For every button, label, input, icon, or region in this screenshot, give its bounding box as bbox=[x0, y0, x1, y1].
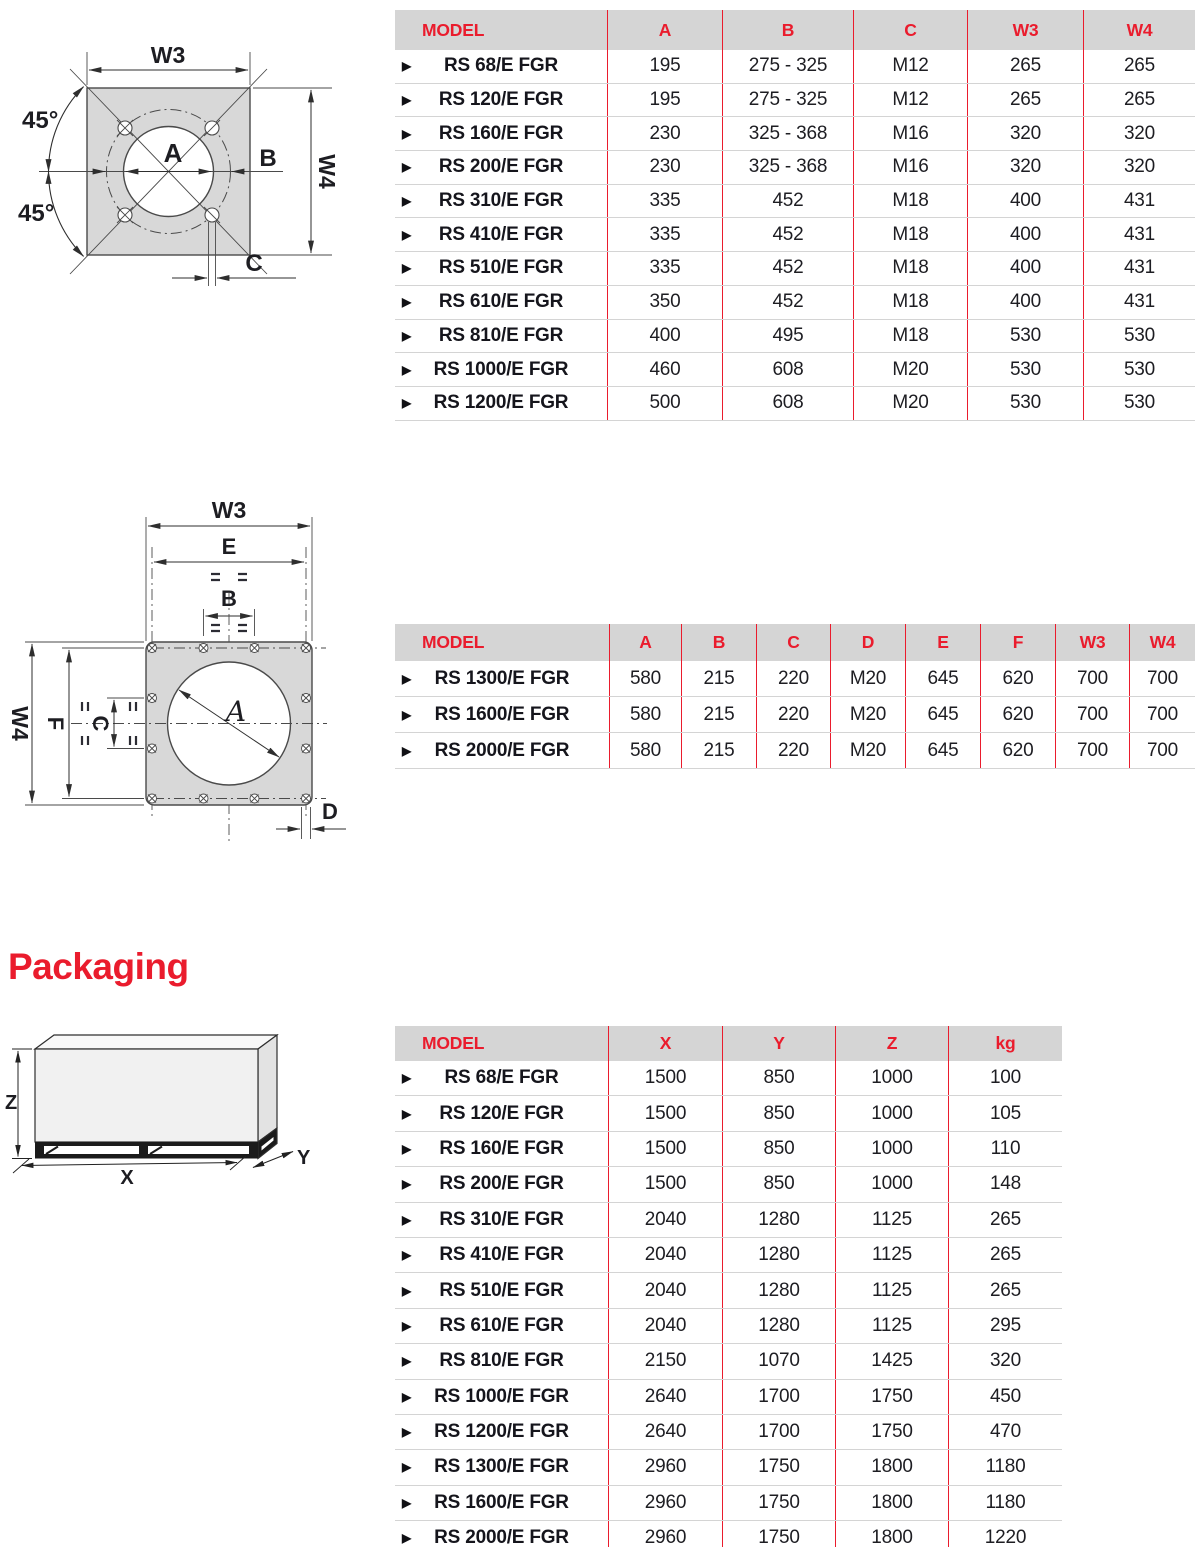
table-row bbox=[395, 320, 1195, 354]
value-cell: 265 bbox=[967, 50, 1083, 83]
pallet-base bbox=[35, 1142, 258, 1159]
column-header: W3 bbox=[1055, 624, 1129, 661]
value-cell: 335 bbox=[607, 218, 722, 251]
value-cell: 608 bbox=[722, 353, 853, 386]
value-cell: 220 bbox=[756, 661, 830, 696]
model-cell bbox=[395, 1096, 608, 1130]
value-cell: 580 bbox=[609, 733, 681, 768]
value-cell: 1125 bbox=[835, 1273, 948, 1307]
value-cell: M16 bbox=[853, 117, 967, 150]
row-marker-icon: ▶ bbox=[402, 1283, 412, 1298]
model-cell bbox=[395, 733, 609, 768]
value-cell: 580 bbox=[609, 697, 681, 732]
value-cell: 148 bbox=[948, 1167, 1062, 1201]
value-cell: 850 bbox=[722, 1061, 835, 1095]
value-cell: 850 bbox=[722, 1096, 835, 1130]
dim-label-a: A bbox=[225, 695, 247, 728]
row-marker-icon: ▶ bbox=[402, 328, 412, 343]
value-cell: 230 bbox=[607, 151, 722, 184]
value-cell: 1750 bbox=[722, 1486, 835, 1520]
value-cell: 700 bbox=[1129, 661, 1195, 696]
dim-label-z: Z bbox=[5, 1092, 18, 1114]
value-cell: 700 bbox=[1129, 733, 1195, 768]
value-cell: 320 bbox=[1083, 117, 1195, 150]
value-cell: M20 bbox=[830, 697, 905, 732]
model-name: RS 160/E FGR bbox=[439, 1137, 564, 1159]
model-cell bbox=[395, 353, 607, 386]
model-cell bbox=[395, 185, 607, 218]
row-marker-icon: ▶ bbox=[402, 194, 412, 209]
value-cell: 1000 bbox=[835, 1132, 948, 1166]
row-marker-icon: ▶ bbox=[402, 126, 412, 141]
column-header: F bbox=[980, 624, 1055, 661]
value-cell: 530 bbox=[1083, 387, 1195, 420]
dim-label-w3: W3 bbox=[211, 497, 247, 523]
value-cell: 1750 bbox=[722, 1521, 835, 1547]
column-header: kg bbox=[948, 1026, 1062, 1061]
row-marker-icon: ▶ bbox=[402, 1460, 412, 1475]
value-cell: 452 bbox=[722, 185, 853, 218]
value-cell: 2040 bbox=[608, 1238, 722, 1272]
row-marker-icon: ▶ bbox=[402, 1071, 412, 1086]
value-cell: 2960 bbox=[608, 1521, 722, 1547]
model-cell bbox=[395, 1167, 608, 1201]
angle-label-bottom: 45° bbox=[18, 200, 55, 227]
value-cell: 1220 bbox=[948, 1521, 1062, 1547]
value-cell: 2150 bbox=[608, 1344, 722, 1378]
model-cell bbox=[395, 151, 607, 184]
column-header: Z bbox=[835, 1026, 948, 1061]
row-marker-icon: ▶ bbox=[402, 295, 412, 310]
model-cell bbox=[395, 1273, 608, 1307]
value-cell: 2960 bbox=[608, 1486, 722, 1520]
table-header-row bbox=[395, 10, 1195, 50]
table-row bbox=[395, 733, 1195, 769]
value-cell: 265 bbox=[948, 1273, 1062, 1307]
dim-label-b: B bbox=[221, 586, 237, 611]
model-name: RS 310/E FGR bbox=[439, 1208, 564, 1230]
model-cell bbox=[395, 1415, 608, 1449]
value-cell: 325 - 368 bbox=[722, 117, 853, 150]
table-row bbox=[395, 661, 1195, 697]
model-cell bbox=[395, 1486, 608, 1520]
row-marker-icon: ▶ bbox=[402, 1141, 412, 1156]
value-cell: 1750 bbox=[722, 1450, 835, 1484]
model-name: RS 2000/E FGR bbox=[434, 739, 570, 761]
column-header: A bbox=[609, 624, 681, 661]
value-cell: 530 bbox=[967, 387, 1083, 420]
value-cell: 1280 bbox=[722, 1273, 835, 1307]
value-cell: M18 bbox=[853, 252, 967, 285]
value-cell: 431 bbox=[1083, 286, 1195, 319]
model-name: RS 200/E FGR bbox=[438, 156, 564, 178]
model-cell bbox=[395, 1344, 608, 1378]
dim-label-d: D bbox=[322, 799, 338, 824]
value-cell: 350 bbox=[607, 286, 722, 319]
value-cell: 335 bbox=[607, 185, 722, 218]
row-marker-icon: ▶ bbox=[402, 1425, 412, 1440]
table-row bbox=[395, 117, 1195, 151]
model-cell bbox=[395, 1203, 608, 1237]
value-cell: 620 bbox=[980, 733, 1055, 768]
value-cell: 620 bbox=[980, 697, 1055, 732]
value-cell: M18 bbox=[853, 185, 967, 218]
value-cell: 470 bbox=[948, 1415, 1062, 1449]
value-cell: 2640 bbox=[608, 1415, 722, 1449]
table-row bbox=[395, 1415, 1062, 1450]
table-row bbox=[395, 84, 1195, 118]
flange-drawing-small bbox=[5, 25, 390, 330]
table-row bbox=[395, 151, 1195, 185]
value-cell: 320 bbox=[1083, 151, 1195, 184]
value-cell: 500 bbox=[607, 387, 722, 420]
model-name: RS 120/E FGR bbox=[439, 1102, 564, 1124]
model-cell bbox=[395, 286, 607, 319]
value-cell: M12 bbox=[853, 50, 967, 83]
value-cell: 700 bbox=[1055, 733, 1129, 768]
row-marker-icon: ▶ bbox=[402, 671, 412, 686]
row-marker-icon: ▶ bbox=[402, 1106, 412, 1121]
value-cell: 530 bbox=[1083, 353, 1195, 386]
column-header: MODEL bbox=[422, 19, 485, 40]
value-cell: 400 bbox=[967, 252, 1083, 285]
packaging-box-diagram bbox=[5, 1025, 345, 1195]
model-name: RS 810/E FGR bbox=[438, 324, 564, 346]
value-cell: 1750 bbox=[835, 1380, 948, 1414]
value-cell: 1500 bbox=[608, 1167, 722, 1201]
value-cell: 450 bbox=[948, 1380, 1062, 1414]
value-cell: 265 bbox=[948, 1238, 1062, 1272]
dim-label-c: C bbox=[245, 250, 263, 277]
value-cell: 400 bbox=[967, 185, 1083, 218]
model-name: RS 310/E FGR bbox=[438, 190, 564, 212]
model-cell bbox=[395, 117, 607, 150]
value-cell: 1000 bbox=[835, 1167, 948, 1201]
model-name: RS 1200/E FGR bbox=[434, 1421, 569, 1443]
value-cell: 645 bbox=[905, 697, 980, 732]
row-marker-icon: ▶ bbox=[402, 93, 412, 108]
column-header: MODEL bbox=[422, 632, 485, 652]
table-row bbox=[395, 1344, 1062, 1379]
column-header: X bbox=[608, 1026, 722, 1061]
model-name: RS 1000/E FGR bbox=[434, 1385, 569, 1407]
flange-12bolt-diagram bbox=[5, 495, 395, 860]
value-cell: 2040 bbox=[608, 1273, 722, 1307]
value-cell: 110 bbox=[948, 1132, 1062, 1166]
value-cell: 2040 bbox=[608, 1203, 722, 1237]
row-marker-icon: ▶ bbox=[402, 707, 412, 722]
model-name: RS 610/E FGR bbox=[438, 291, 564, 313]
column-header: B bbox=[722, 10, 853, 50]
dim-label-e: E bbox=[221, 534, 237, 559]
table-header-row bbox=[395, 1026, 1062, 1061]
column-header: W4 bbox=[1129, 624, 1195, 661]
value-cell: 530 bbox=[1083, 320, 1195, 353]
value-cell: 2640 bbox=[608, 1380, 722, 1414]
model-cell bbox=[395, 1132, 608, 1166]
model-name: RS 1300/E FGR bbox=[434, 1456, 569, 1478]
value-cell: 265 bbox=[1083, 84, 1195, 117]
model-cell bbox=[395, 661, 609, 696]
table-row bbox=[395, 185, 1195, 219]
flange-dimensions-table-small bbox=[395, 10, 1195, 421]
value-cell: 195 bbox=[607, 50, 722, 83]
value-cell: 1125 bbox=[835, 1203, 948, 1237]
table-row bbox=[395, 1238, 1062, 1273]
value-cell: 325 - 368 bbox=[722, 151, 853, 184]
dim-label-f: F bbox=[43, 716, 69, 731]
value-cell: 2040 bbox=[608, 1309, 722, 1343]
dim-label-b: B bbox=[259, 145, 277, 172]
value-cell: 1280 bbox=[722, 1309, 835, 1343]
table-row bbox=[395, 1273, 1062, 1308]
value-cell: 100 bbox=[948, 1061, 1062, 1095]
column-header: D bbox=[830, 624, 905, 661]
model-name: RS 410/E FGR bbox=[438, 223, 564, 245]
model-name: RS 810/E FGR bbox=[439, 1350, 564, 1372]
row-marker-icon: ▶ bbox=[402, 743, 412, 758]
value-cell: 220 bbox=[756, 697, 830, 732]
model-name: RS 68/E FGR bbox=[444, 55, 558, 77]
column-header: A bbox=[607, 10, 722, 50]
value-cell: 215 bbox=[681, 733, 756, 768]
model-name: RS 510/E FGR bbox=[439, 1279, 564, 1301]
value-cell: 530 bbox=[967, 320, 1083, 353]
table-row bbox=[395, 1061, 1062, 1096]
value-cell: 1125 bbox=[835, 1238, 948, 1272]
row-marker-icon: ▶ bbox=[402, 1177, 412, 1192]
table-row bbox=[395, 1521, 1062, 1547]
model-name: RS 410/E FGR bbox=[439, 1244, 564, 1266]
value-cell: 1800 bbox=[835, 1521, 948, 1547]
column-header: MODEL bbox=[422, 1033, 485, 1053]
value-cell: 1425 bbox=[835, 1344, 948, 1378]
column-header: B bbox=[681, 624, 756, 661]
value-cell: 1000 bbox=[835, 1061, 948, 1095]
value-cell: 645 bbox=[905, 661, 980, 696]
dim-label-w4: W4 bbox=[6, 706, 33, 741]
value-cell: 1180 bbox=[948, 1486, 1062, 1520]
flange-drawing-large bbox=[5, 495, 395, 865]
table-row bbox=[395, 1096, 1062, 1131]
dim-label-x: X bbox=[120, 1167, 134, 1189]
value-cell: 320 bbox=[967, 117, 1083, 150]
dim-label-w4: W4 bbox=[313, 154, 340, 189]
value-cell: 320 bbox=[948, 1344, 1062, 1378]
value-cell: 850 bbox=[722, 1132, 835, 1166]
model-cell bbox=[395, 1238, 608, 1272]
value-cell: M20 bbox=[830, 661, 905, 696]
packaging-table bbox=[395, 1026, 1062, 1547]
value-cell: 645 bbox=[905, 733, 980, 768]
table-row bbox=[395, 1132, 1062, 1167]
value-cell: 431 bbox=[1083, 185, 1195, 218]
value-cell: M20 bbox=[830, 733, 905, 768]
row-marker-icon: ▶ bbox=[402, 59, 412, 74]
value-cell: 1000 bbox=[835, 1096, 948, 1130]
dim-label-c: C bbox=[88, 715, 114, 732]
value-cell: M20 bbox=[853, 387, 967, 420]
value-cell: 230 bbox=[607, 117, 722, 150]
table-row bbox=[395, 697, 1195, 733]
value-cell: 265 bbox=[948, 1203, 1062, 1237]
table-row bbox=[395, 387, 1195, 421]
value-cell: M16 bbox=[853, 151, 967, 184]
value-cell: 105 bbox=[948, 1096, 1062, 1130]
column-header: C bbox=[853, 10, 967, 50]
table-row bbox=[395, 1203, 1062, 1238]
value-cell: 452 bbox=[722, 218, 853, 251]
column-header: W3 bbox=[967, 10, 1083, 50]
value-cell: 530 bbox=[967, 353, 1083, 386]
value-cell: 400 bbox=[967, 218, 1083, 251]
column-header: Y bbox=[722, 1026, 835, 1061]
model-cell bbox=[395, 387, 607, 420]
table-header-row bbox=[395, 624, 1195, 661]
value-cell: 215 bbox=[681, 661, 756, 696]
table-row bbox=[395, 1380, 1062, 1415]
model-cell bbox=[395, 1521, 608, 1547]
model-name: RS 1200/E FGR bbox=[433, 392, 569, 414]
model-name: RS 200/E FGR bbox=[439, 1173, 564, 1195]
value-cell: 1280 bbox=[722, 1238, 835, 1272]
value-cell: M18 bbox=[853, 218, 967, 251]
flange-4bolt-diagram bbox=[5, 25, 390, 325]
table-row bbox=[395, 218, 1195, 252]
value-cell: 700 bbox=[1055, 697, 1129, 732]
angle-label-top: 45° bbox=[22, 107, 59, 134]
flange-dimensions-table-large bbox=[395, 624, 1195, 769]
model-cell bbox=[395, 320, 607, 353]
packaging-drawing bbox=[5, 1025, 345, 1200]
value-cell: 1800 bbox=[835, 1450, 948, 1484]
row-marker-icon: ▶ bbox=[402, 1389, 412, 1404]
model-name: RS 68/E FGR bbox=[444, 1067, 559, 1089]
table-row bbox=[395, 252, 1195, 286]
model-name: RS 1600/E FGR bbox=[434, 703, 570, 725]
model-name: RS 610/E FGR bbox=[439, 1314, 564, 1336]
value-cell: 295 bbox=[948, 1309, 1062, 1343]
value-cell: 431 bbox=[1083, 218, 1195, 251]
value-cell: 335 bbox=[607, 252, 722, 285]
model-name: RS 1000/E FGR bbox=[433, 358, 569, 380]
row-marker-icon: ▶ bbox=[402, 1212, 412, 1227]
value-cell: 1700 bbox=[722, 1415, 835, 1449]
value-cell: 620 bbox=[980, 661, 1055, 696]
value-cell: 608 bbox=[722, 387, 853, 420]
value-cell: 275 - 325 bbox=[722, 84, 853, 117]
row-marker-icon: ▶ bbox=[402, 396, 412, 411]
value-cell: 1125 bbox=[835, 1309, 948, 1343]
row-marker-icon: ▶ bbox=[402, 362, 412, 377]
value-cell: 400 bbox=[967, 286, 1083, 319]
value-cell: 431 bbox=[1083, 252, 1195, 285]
value-cell: 1070 bbox=[722, 1344, 835, 1378]
value-cell: 275 - 325 bbox=[722, 50, 853, 83]
value-cell: 2960 bbox=[608, 1450, 722, 1484]
row-marker-icon: ▶ bbox=[402, 1248, 412, 1263]
value-cell: 320 bbox=[967, 151, 1083, 184]
model-cell bbox=[395, 50, 607, 83]
model-name: RS 2000/E FGR bbox=[434, 1527, 569, 1547]
value-cell: 400 bbox=[607, 320, 722, 353]
value-cell: 1500 bbox=[608, 1061, 722, 1095]
value-cell: 1180 bbox=[948, 1450, 1062, 1484]
value-cell: 700 bbox=[1055, 661, 1129, 696]
value-cell: 1800 bbox=[835, 1486, 948, 1520]
row-marker-icon: ▶ bbox=[402, 1531, 412, 1546]
row-marker-icon: ▶ bbox=[402, 1318, 412, 1333]
column-header: W4 bbox=[1083, 10, 1195, 50]
model-name: RS 1300/E FGR bbox=[434, 667, 570, 689]
value-cell: 195 bbox=[607, 84, 722, 117]
row-marker-icon: ▶ bbox=[402, 261, 412, 276]
dim-label-y: Y bbox=[297, 1147, 311, 1169]
packaging-section-title: Packaging bbox=[8, 946, 189, 987]
model-cell bbox=[395, 1380, 608, 1414]
value-cell: 495 bbox=[722, 320, 853, 353]
value-cell: 1280 bbox=[722, 1203, 835, 1237]
value-cell: M20 bbox=[853, 353, 967, 386]
value-cell: M18 bbox=[853, 286, 967, 319]
model-cell bbox=[395, 252, 607, 285]
value-cell: 1500 bbox=[608, 1132, 722, 1166]
row-marker-icon: ▶ bbox=[402, 160, 412, 175]
row-marker-icon: ▶ bbox=[402, 1495, 412, 1510]
value-cell: 265 bbox=[967, 84, 1083, 117]
table-row bbox=[395, 353, 1195, 387]
column-header: C bbox=[756, 624, 830, 661]
table-row bbox=[395, 1450, 1062, 1485]
value-cell: 452 bbox=[722, 286, 853, 319]
value-cell: 265 bbox=[1083, 50, 1195, 83]
model-cell bbox=[395, 1450, 608, 1484]
dim-label-a: A bbox=[163, 138, 183, 168]
column-header: E bbox=[905, 624, 980, 661]
model-cell bbox=[395, 1309, 608, 1343]
value-cell: 220 bbox=[756, 733, 830, 768]
row-marker-icon: ▶ bbox=[402, 1354, 412, 1369]
row-marker-icon: ▶ bbox=[402, 227, 412, 242]
table-row bbox=[395, 50, 1195, 84]
model-cell bbox=[395, 1061, 608, 1095]
value-cell: 460 bbox=[607, 353, 722, 386]
value-cell: M12 bbox=[853, 84, 967, 117]
value-cell: 452 bbox=[722, 252, 853, 285]
value-cell: 1700 bbox=[722, 1380, 835, 1414]
model-cell bbox=[395, 84, 607, 117]
table-row bbox=[395, 1167, 1062, 1202]
table-row bbox=[395, 286, 1195, 320]
value-cell: 850 bbox=[722, 1167, 835, 1201]
model-name: RS 510/E FGR bbox=[438, 257, 564, 279]
dim-label-w3: W3 bbox=[150, 42, 186, 68]
value-cell: 1500 bbox=[608, 1096, 722, 1130]
model-name: RS 120/E FGR bbox=[438, 89, 564, 111]
table-row bbox=[395, 1486, 1062, 1521]
model-cell bbox=[395, 697, 609, 732]
value-cell: 700 bbox=[1129, 697, 1195, 732]
value-cell: 1750 bbox=[835, 1415, 948, 1449]
value-cell: M18 bbox=[853, 320, 967, 353]
table-row bbox=[395, 1309, 1062, 1344]
model-name: RS 1600/E FGR bbox=[434, 1491, 569, 1513]
value-cell: 580 bbox=[609, 661, 681, 696]
value-cell: 215 bbox=[681, 697, 756, 732]
model-cell bbox=[395, 218, 607, 251]
model-name: RS 160/E FGR bbox=[438, 122, 564, 144]
